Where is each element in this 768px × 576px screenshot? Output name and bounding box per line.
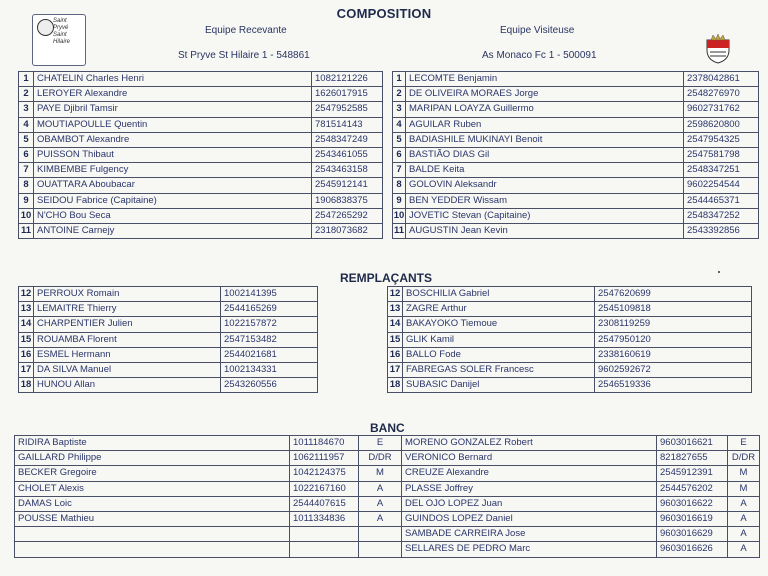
- column-gap: [383, 163, 393, 178]
- away-starter-number: 6: [393, 147, 406, 162]
- starter-row: [19, 208, 759, 223]
- away-starter-name: DE OLIVEIRA MORAES Jorge: [406, 87, 684, 102]
- column-gap: [383, 178, 393, 193]
- speck: [718, 271, 720, 273]
- column-gap: [318, 287, 388, 302]
- starter-row: [19, 223, 759, 238]
- home-bench-role: E: [359, 436, 402, 451]
- home-sub-name: PERROUX Romain: [34, 287, 221, 302]
- home-starter-number: 9: [19, 193, 34, 208]
- home-starter-number: 2: [19, 87, 34, 102]
- away-starter-number: 11: [393, 223, 406, 238]
- page-title: COMPOSITION: [336, 6, 432, 21]
- away-sub-licence: 2308119259: [595, 317, 752, 332]
- home-sub-licence: 2547153482: [221, 332, 318, 347]
- substitute-row: [19, 287, 752, 302]
- home-sub-number: 16: [19, 347, 34, 362]
- away-starter-number: 3: [393, 102, 406, 117]
- away-bench-name: MORENO GONZALEZ Robert: [402, 436, 657, 451]
- home-sub-name: DA SILVA Manuel: [34, 362, 221, 377]
- away-bench-licence: 9603016629: [657, 527, 728, 542]
- away-starter-licence: 9602254544: [684, 178, 759, 193]
- home-sub-number: 18: [19, 378, 34, 393]
- home-bench-name: GAILLARD Philippe: [15, 451, 290, 466]
- home-starter-licence: 2543463158: [312, 163, 383, 178]
- home-starter-name: CHATELIN Charles Henri: [34, 72, 312, 87]
- home-bench-name: [15, 542, 290, 557]
- away-sub-number: 14: [388, 317, 403, 332]
- home-bench-name: RIDIRA Baptiste: [15, 436, 290, 451]
- home-bench-role: [359, 542, 402, 557]
- away-team-label: Equipe Visiteuse: [500, 25, 575, 36]
- away-sub-name: BOSCHILIA Gabriel: [403, 287, 595, 302]
- away-starter-number: 7: [393, 163, 406, 178]
- home-bench-name: POUSSE Mathieu: [15, 511, 290, 526]
- away-starter-number: 8: [393, 178, 406, 193]
- home-starter-number: 5: [19, 132, 34, 147]
- substitute-row: [19, 317, 752, 332]
- starter-row: [19, 163, 759, 178]
- away-starter-name: MARIPAN LOAYZA Guillermo: [406, 102, 684, 117]
- home-starter-number: 10: [19, 208, 34, 223]
- away-sub-licence: 9602592672: [595, 362, 752, 377]
- home-starter-licence: 2548347249: [312, 132, 383, 147]
- away-starter-licence: 2543392856: [684, 223, 759, 238]
- away-sub-licence: 2546519336: [595, 378, 752, 393]
- home-sub-number: 14: [19, 317, 34, 332]
- away-starter-licence: 2548276970: [684, 87, 759, 102]
- home-sub-licence: 2544165269: [221, 302, 318, 317]
- home-starter-name: OUATTARA Aboubacar: [34, 178, 312, 193]
- home-bench-role: A: [359, 481, 402, 496]
- home-starter-licence: 781514143: [312, 117, 383, 132]
- home-starter-number: 11: [19, 223, 34, 238]
- home-sub-name: ROUAMBA Florent: [34, 332, 221, 347]
- substitute-row: [19, 302, 752, 317]
- subs-table: [18, 286, 752, 393]
- home-starter-number: 8: [19, 178, 34, 193]
- home-sub-number: 12: [19, 287, 34, 302]
- away-bench-role: M: [728, 481, 760, 496]
- away-bench-role: M: [728, 466, 760, 481]
- home-starter-name: KIMBEMBE Fulgency: [34, 163, 312, 178]
- away-starter-name: AGUILAR Ruben: [406, 117, 684, 132]
- home-bench-role: A: [359, 496, 402, 511]
- bench-row: [15, 481, 760, 496]
- substitute-row: [19, 332, 752, 347]
- home-bench-licence: 1022167160: [290, 481, 359, 496]
- starter-row: [19, 147, 759, 162]
- home-starter-licence: 2547952585: [312, 102, 383, 117]
- home-bench-licence: [290, 527, 359, 542]
- column-gap: [383, 208, 393, 223]
- home-starter-number: 6: [19, 147, 34, 162]
- away-starter-name: BASTIÃO DIAS Gil: [406, 147, 684, 162]
- column-gap: [318, 347, 388, 362]
- away-starter-licence: 2548347252: [684, 208, 759, 223]
- away-bench-licence: 9603016626: [657, 542, 728, 557]
- away-starter-name: JOVETIC Stevan (Capitaine): [406, 208, 684, 223]
- away-bench-name: SAMBADE CARREIRA Jose: [402, 527, 657, 542]
- starters-table: [18, 71, 759, 239]
- home-starter-licence: 2318073682: [312, 223, 383, 238]
- starter-row: [19, 117, 759, 132]
- home-starter-licence: 1906838375: [312, 193, 383, 208]
- away-sub-name: ZAGRE Arthur: [403, 302, 595, 317]
- home-bench-licence: 1011334836: [290, 511, 359, 526]
- bench-section-title: BANC: [370, 421, 405, 435]
- away-sub-name: FABREGAS SOLER Francesc: [403, 362, 595, 377]
- away-team-name: As Monaco Fc 1 - 500091: [482, 50, 597, 61]
- home-sub-licence: 1002141395: [221, 287, 318, 302]
- bench-table: [14, 435, 760, 558]
- away-starter-number: 1: [393, 72, 406, 87]
- away-sub-name: SUBASIC Danijel: [403, 378, 595, 393]
- home-starter-number: 7: [19, 163, 34, 178]
- home-team-name: St Pryve St Hilaire 1 - 548861: [178, 50, 310, 61]
- home-bench-role: A: [359, 511, 402, 526]
- column-gap: [318, 302, 388, 317]
- away-bench-licence: 9603016622: [657, 496, 728, 511]
- away-starter-name: BADIASHILE MUKINAYI Benoit: [406, 132, 684, 147]
- bench-row: [15, 436, 760, 451]
- home-bench-licence: [290, 542, 359, 557]
- away-starter-name: BALDE Keita: [406, 163, 684, 178]
- home-bench-role: M: [359, 466, 402, 481]
- home-starter-licence: 2547265292: [312, 208, 383, 223]
- home-bench-licence: 1011184670: [290, 436, 359, 451]
- subs-section-title: REMPLAÇANTS: [340, 271, 432, 285]
- home-starter-name: ANTOINE Carnejy: [34, 223, 312, 238]
- home-bench-name: CHOLET Alexis: [15, 481, 290, 496]
- away-starter-name: BEN YEDDER Wissam: [406, 193, 684, 208]
- away-starter-number: 4: [393, 117, 406, 132]
- column-gap: [318, 362, 388, 377]
- bench-row: [15, 466, 760, 481]
- home-starter-name: MOUTIAPOULLE Quentin: [34, 117, 312, 132]
- home-bench-name: [15, 527, 290, 542]
- column-gap: [383, 102, 393, 117]
- home-bench-role: D/DR: [359, 451, 402, 466]
- away-starter-number: 5: [393, 132, 406, 147]
- column-gap: [383, 87, 393, 102]
- away-starter-name: GOLOVIN Aleksandr: [406, 178, 684, 193]
- away-starter-licence: 2547954325: [684, 132, 759, 147]
- home-starter-name: LEROYER Alexandre: [34, 87, 312, 102]
- away-starter-licence: 2598620800: [684, 117, 759, 132]
- home-sub-name: HUNOU Allan: [34, 378, 221, 393]
- home-starter-name: N'CHO Bou Seca: [34, 208, 312, 223]
- away-starter-licence: 2378042861: [684, 72, 759, 87]
- home-starter-number: 4: [19, 117, 34, 132]
- away-bench-licence: 2545912391: [657, 466, 728, 481]
- home-club-crest-icon: Saint Pryvé Saint Hilaire: [32, 14, 86, 66]
- home-starter-name: OBAMBOT Alexandre: [34, 132, 312, 147]
- away-bench-name: VERONICO Bernard: [402, 451, 657, 466]
- away-bench-licence: 9603016621: [657, 436, 728, 451]
- away-bench-role: A: [728, 496, 760, 511]
- away-sub-number: 18: [388, 378, 403, 393]
- home-sub-number: 13: [19, 302, 34, 317]
- substitute-row: [19, 347, 752, 362]
- away-bench-name: SELLARES DE PEDRO Marc: [402, 542, 657, 557]
- home-bench-name: BECKER Gregoire: [15, 466, 290, 481]
- away-bench-name: DEL OJO LOPEZ Juan: [402, 496, 657, 511]
- starter-row: [19, 102, 759, 117]
- monaco-crest-icon: [705, 34, 731, 64]
- away-bench-licence: 9603016619: [657, 511, 728, 526]
- home-sub-number: 15: [19, 332, 34, 347]
- bench-row: [15, 496, 760, 511]
- away-sub-name: GLIK Kamil: [403, 332, 595, 347]
- bench-row: [15, 451, 760, 466]
- away-sub-name: BALLO Fode: [403, 347, 595, 362]
- bench-row: [15, 527, 760, 542]
- bench-row: [15, 511, 760, 526]
- away-sub-licence: 2547620699: [595, 287, 752, 302]
- starter-row: [19, 72, 759, 87]
- away-sub-number: 16: [388, 347, 403, 362]
- home-sub-name: CHARPENTIER Julien: [34, 317, 221, 332]
- substitute-row: [19, 362, 752, 377]
- away-starter-name: LECOMTE Benjamin: [406, 72, 684, 87]
- home-starter-licence: 1626017915: [312, 87, 383, 102]
- column-gap: [383, 193, 393, 208]
- home-sub-name: LEMAITRE Thierry: [34, 302, 221, 317]
- home-sub-licence: 2544021681: [221, 347, 318, 362]
- home-starter-licence: 2545912141: [312, 178, 383, 193]
- away-bench-role: D/DR: [728, 451, 760, 466]
- away-bench-name: PLASSE Joffrey: [402, 481, 657, 496]
- home-sub-licence: 1002134331: [221, 362, 318, 377]
- home-starter-number: 3: [19, 102, 34, 117]
- starter-row: [19, 132, 759, 147]
- column-gap: [318, 317, 388, 332]
- away-starter-licence: 2548347251: [684, 163, 759, 178]
- away-sub-number: 15: [388, 332, 403, 347]
- home-sub-number: 17: [19, 362, 34, 377]
- home-bench-role: [359, 527, 402, 542]
- away-sub-name: BAKAYOKO Tiemoue: [403, 317, 595, 332]
- home-bench-name: DAMAS Loic: [15, 496, 290, 511]
- home-starter-licence: 2543461055: [312, 147, 383, 162]
- starter-row: [19, 87, 759, 102]
- home-sub-licence: 2543260556: [221, 378, 318, 393]
- column-gap: [383, 117, 393, 132]
- away-sub-licence: 2338160619: [595, 347, 752, 362]
- away-sub-licence: 2547950120: [595, 332, 752, 347]
- home-team-label: Equipe Recevante: [205, 25, 287, 36]
- column-gap: [383, 223, 393, 238]
- away-starter-licence: 2547581798: [684, 147, 759, 162]
- away-starter-licence: 2544465371: [684, 193, 759, 208]
- away-bench-name: GUINDOS LOPEZ Daniel: [402, 511, 657, 526]
- away-sub-number: 12: [388, 287, 403, 302]
- away-bench-licence: 2544576202: [657, 481, 728, 496]
- home-starter-licence: 1082121226: [312, 72, 383, 87]
- home-bench-licence: 2544407615: [290, 496, 359, 511]
- starter-row: [19, 178, 759, 193]
- column-gap: [383, 147, 393, 162]
- away-bench-name: CREUZE Alexandre: [402, 466, 657, 481]
- home-starter-name: SEIDOU Fabrice (Capitaine): [34, 193, 312, 208]
- column-gap: [318, 332, 388, 347]
- home-starter-name: PUISSON Thibaut: [34, 147, 312, 162]
- away-starter-number: 10: [393, 208, 406, 223]
- away-bench-role: E: [728, 436, 760, 451]
- home-starter-name: PAYE Djibril Tamsir: [34, 102, 312, 117]
- away-starter-number: 2: [393, 87, 406, 102]
- away-starter-name: AUGUSTIN Jean Kevin: [406, 223, 684, 238]
- substitute-row: [19, 378, 752, 393]
- bench-row: [15, 542, 760, 557]
- home-bench-licence: 1062111957: [290, 451, 359, 466]
- home-bench-licence: 1042124375: [290, 466, 359, 481]
- away-bench-role: A: [728, 511, 760, 526]
- column-gap: [383, 72, 393, 87]
- away-bench-role: A: [728, 527, 760, 542]
- away-bench-role: A: [728, 542, 760, 557]
- column-gap: [383, 132, 393, 147]
- starter-row: [19, 193, 759, 208]
- away-bench-licence: 821827655: [657, 451, 728, 466]
- away-sub-number: 17: [388, 362, 403, 377]
- home-sub-name: ESMEL Hermann: [34, 347, 221, 362]
- home-sub-licence: 1022157872: [221, 317, 318, 332]
- column-gap: [318, 378, 388, 393]
- away-starter-licence: 9602731762: [684, 102, 759, 117]
- away-sub-number: 13: [388, 302, 403, 317]
- away-sub-licence: 2545109818: [595, 302, 752, 317]
- away-starter-number: 9: [393, 193, 406, 208]
- home-starter-number: 1: [19, 72, 34, 87]
